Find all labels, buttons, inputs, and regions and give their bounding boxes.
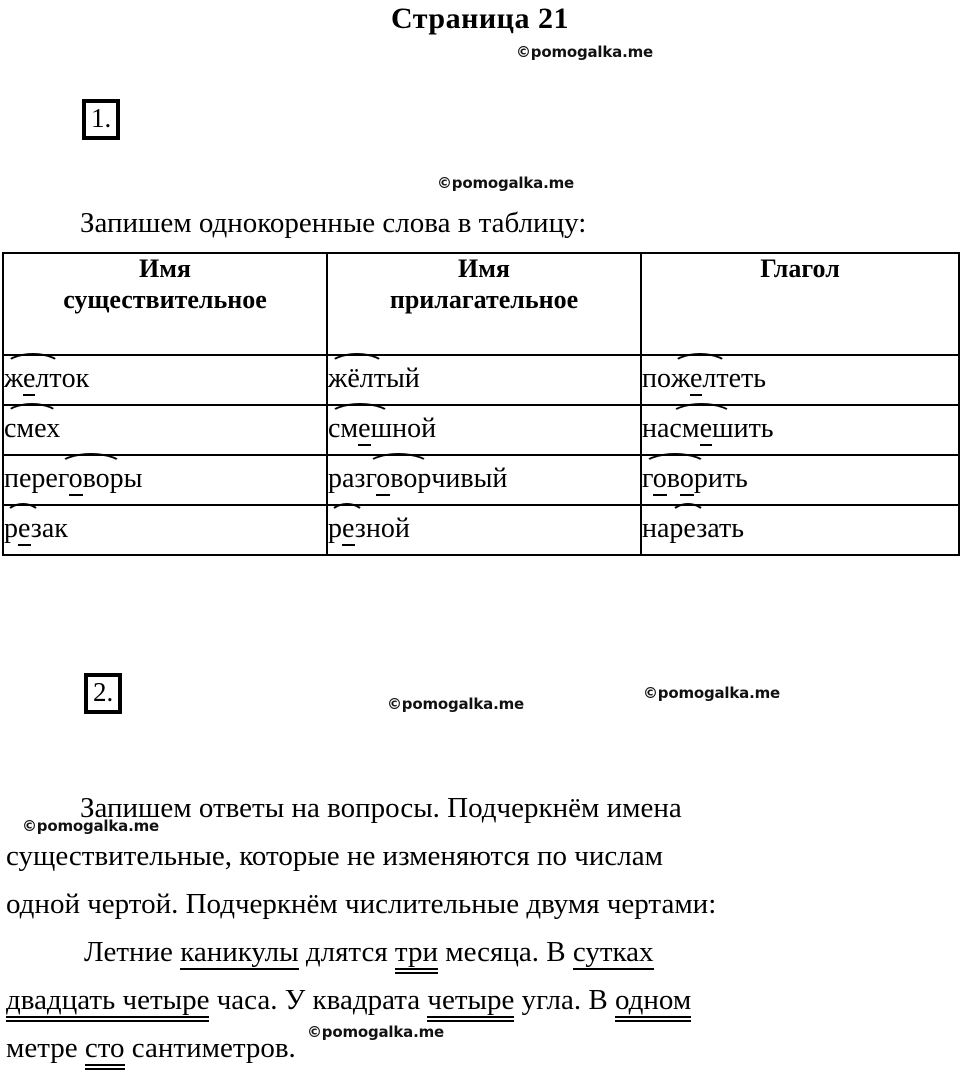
marked-vowel: о (679, 463, 694, 494)
word-root: говор (366, 456, 432, 502)
cell-adjective (327, 355, 641, 405)
marked-vowel: о (376, 463, 391, 494)
word-suffix: ить (733, 413, 774, 444)
table-header-verb (641, 253, 959, 355)
table-row (3, 355, 959, 405)
table-header-noun (3, 253, 327, 355)
word-suffix: чивый (431, 463, 508, 494)
marked-vowel: е (18, 513, 31, 544)
table-row (3, 505, 959, 555)
cell-noun (3, 455, 327, 505)
marked-vowel: е (358, 413, 371, 444)
cell-verb (641, 355, 959, 405)
numeral-underline: двадцать четыре (6, 984, 210, 1016)
word-suffix: ый (385, 363, 420, 394)
word-suffix: ать (707, 513, 744, 544)
header-line-1: Имя (458, 254, 510, 283)
word-root: смеш (669, 406, 733, 452)
noun-underline: каникулы (180, 936, 299, 968)
cell-verb (641, 405, 959, 455)
cell-noun (3, 405, 327, 455)
answer-fragment: Летние (84, 936, 181, 968)
exercise-2-answer-line-2 (6, 985, 691, 1015)
answer-fragment: метре (6, 1032, 85, 1064)
word-prefix: на (642, 513, 670, 544)
watermark: ©pomogalka.me (437, 174, 574, 192)
header-line-2: прилагательное (389, 284, 579, 314)
exercise-2-number: 2. (84, 673, 122, 714)
cell-noun (3, 355, 327, 405)
word-root: рез (328, 506, 366, 552)
exercise-2-answer-line-1 (84, 937, 654, 967)
page-title: Страница 21 (391, 2, 569, 35)
marked-vowel: е (342, 513, 355, 544)
exercise-2-instruction-line-1: Запишем ответы на вопросы. Подчеркнём имена (80, 792, 682, 824)
exercise-2-answer-line-3 (6, 1033, 296, 1063)
cell-adjective (327, 455, 641, 505)
answer-fragment: угла. В (514, 984, 615, 1016)
header-line-1: Имя (139, 254, 191, 283)
word-root: смех (4, 406, 60, 452)
cell-verb (641, 455, 959, 505)
word-root: жёлт (328, 356, 386, 402)
cell-adjective (327, 405, 641, 455)
word-root: говор (642, 456, 708, 502)
watermark: ©pomogalka.me (516, 43, 653, 61)
word-suffix: ной (392, 413, 437, 444)
exercise-2-instruction-line-2: существительные, которые не изменяются по числам (6, 840, 663, 872)
word-suffix: ить (707, 463, 748, 494)
exercise-1-number: 1. (82, 99, 120, 140)
word-suffix: ок (61, 363, 90, 394)
header-line-2: существительное (63, 284, 267, 314)
table-row (3, 405, 959, 455)
header-line-1: Глагол (760, 254, 840, 283)
watermark: ©pomogalka.me (307, 1023, 444, 1041)
word-prefix: пере (4, 463, 58, 494)
marked-vowel: о (68, 463, 83, 494)
word-prefix: по (642, 363, 671, 394)
numeral-underline: сто (84, 1032, 125, 1064)
word-suffix: ной (365, 513, 410, 544)
exercise-2-instruction-line-3: одной чертой. Подчеркнём числительные двумя чертами: (6, 888, 717, 920)
marked-vowel: е (699, 413, 713, 444)
word-root: желт (671, 356, 729, 402)
answer-fragment: сантиметров. (124, 1032, 296, 1064)
word-root: смеш (328, 406, 392, 452)
word-root: рез (4, 506, 42, 552)
numeral-underline: три (394, 936, 438, 968)
watermark: ©pomogalka.me (387, 695, 524, 713)
table-header-adjective (327, 253, 641, 355)
homonym-root-table (2, 252, 960, 556)
numeral-underline: четыре (427, 984, 515, 1016)
cell-noun (3, 505, 327, 555)
answer-fragment: длятся (298, 936, 395, 968)
marked-vowel: е (22, 363, 36, 394)
answer-fragment: часа. У квадрата (209, 984, 428, 1016)
marked-vowel: е (689, 363, 703, 394)
watermark: ©pomogalka.me (643, 684, 780, 702)
word-suffix: ак (41, 513, 68, 544)
word-suffix: ы (123, 463, 143, 494)
cell-verb (641, 505, 959, 555)
marked-vowel: о (652, 463, 667, 494)
word-root: говор (58, 456, 124, 502)
table-header-row (3, 253, 959, 355)
word-prefix: раз (328, 463, 366, 494)
watermark: ©pomogalka.me (22, 817, 159, 835)
numeral-underline: одном (614, 984, 692, 1016)
word-prefix: на (642, 413, 670, 444)
table-row (3, 455, 959, 505)
cell-adjective (327, 505, 641, 555)
noun-underline: сутках (572, 936, 654, 968)
answer-fragment: месяца. В (437, 936, 573, 968)
exercise-1-instruction: Запишем однокоренные слова в таблицу: (80, 207, 587, 239)
word-suffix: еть (728, 363, 767, 394)
word-root: желт (4, 356, 62, 402)
word-root: рез (669, 506, 707, 552)
